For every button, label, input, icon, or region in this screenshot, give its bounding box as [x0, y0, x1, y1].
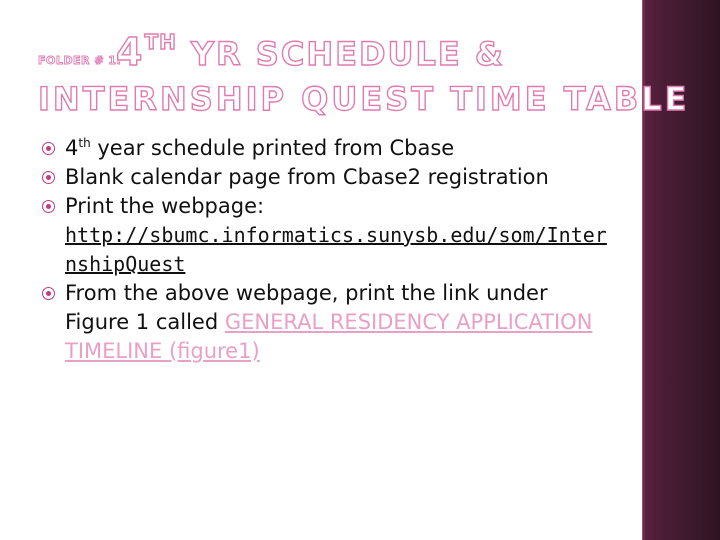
- title-line-1-text: YR SCHEDULE &: [190, 35, 505, 73]
- item-text: From the above webpage, print the link under Figure 1 called: [65, 281, 548, 334]
- item-text: year schedule printed from Cbase: [90, 136, 455, 160]
- checklist: [40, 134, 610, 366]
- item-ordinal-suffix: th: [78, 136, 91, 150]
- target-bullet-icon: [42, 171, 55, 184]
- item-text: Blank calendar page from Cbase2 registration: [65, 165, 549, 189]
- internship-quest-url[interactable]: http://sbumc.informatics.sunysb.edu/som/InternshipQuest: [65, 223, 607, 276]
- list-item: [40, 134, 610, 163]
- list-item: [40, 192, 610, 279]
- title-ordinal-suffix: TH: [144, 30, 177, 54]
- title-line-2: INTERNSHIP QUEST TIME TABLE: [38, 80, 690, 118]
- target-bullet-icon: [42, 200, 55, 213]
- target-bullet-icon: [42, 287, 55, 300]
- title-number: 4: [116, 30, 145, 74]
- list-item: [40, 163, 610, 192]
- target-bullet-icon: [42, 142, 55, 155]
- item-prefix: 4: [65, 136, 79, 160]
- folder-label: FOLDER # 1:: [38, 54, 122, 67]
- title-line-1: [116, 30, 505, 74]
- residency-timeline-link[interactable]: GENERAL RESIDENCY APPLICATION TIMELINE (figure1): [65, 310, 593, 363]
- list-item: [40, 279, 610, 366]
- item-text: Print the webpage:: [65, 194, 265, 218]
